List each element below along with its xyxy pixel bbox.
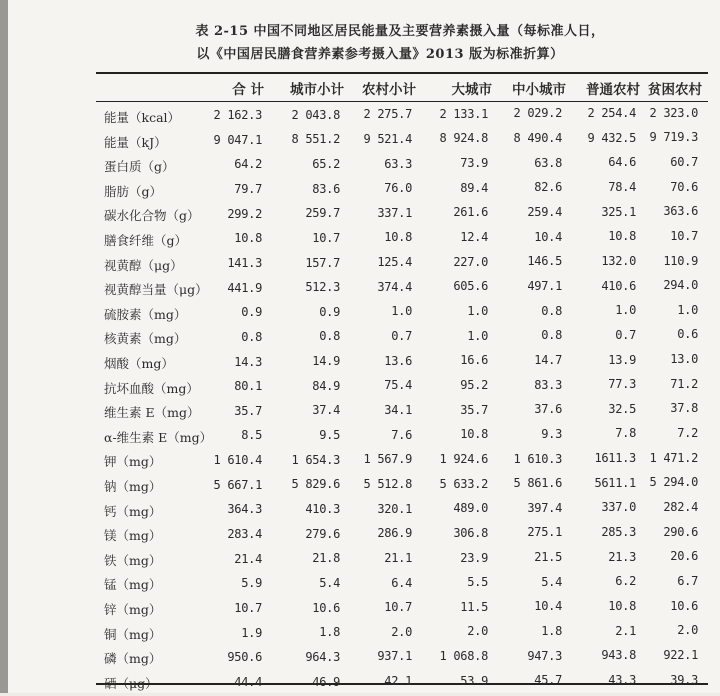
table-row: [0, 376, 720, 401]
table-cell: 65.2: [312, 156, 340, 171]
table-cell: 306.8: [453, 525, 488, 540]
table-cell: 6.2: [615, 574, 636, 589]
table-row: [0, 649, 720, 671]
table-cell: 947.3: [527, 648, 562, 663]
table-cell: 14.3: [234, 354, 262, 369]
row-label: 烟酸（mg）: [104, 356, 174, 371]
table-cell: 110.9: [663, 253, 698, 268]
row-label: 硫胺素（mg）: [104, 306, 187, 322]
table-cell: 80.1: [234, 379, 262, 394]
table-cell: 42.1: [384, 674, 412, 689]
table-row: [0, 228, 720, 253]
table-cell: 43.3: [608, 672, 636, 687]
table-cell: 45.7: [534, 673, 562, 688]
table-cell: 10.8: [608, 229, 636, 244]
table-cell: 964.3: [305, 649, 340, 664]
row-label: 磷（mg）: [104, 651, 162, 667]
table-cell: 2.0: [467, 624, 488, 639]
table-cell: 37.6: [534, 402, 562, 417]
table-cell: 21.5: [534, 550, 562, 565]
table-cell: 60.7: [670, 154, 698, 169]
row-label: 膳食纤维（g）: [104, 233, 188, 248]
table-cell: 5 667.1: [213, 477, 262, 492]
table-cell: 11.5: [460, 599, 488, 614]
table-cell: 16.6: [460, 353, 488, 368]
table-cell: 2 133.1: [439, 106, 488, 121]
table-cell: 441.9: [227, 280, 262, 295]
table-cell: 2 043.8: [291, 107, 340, 122]
table-cell: 1.0: [677, 302, 698, 317]
table-row: [0, 130, 720, 155]
row-label: 能量（kcal）: [104, 110, 181, 125]
row-label: 钾（mg）: [104, 454, 162, 470]
table-cell: 8 490.4: [513, 131, 562, 146]
table-cell: 0.8: [541, 303, 562, 318]
table-cell: 2 254.4: [587, 106, 636, 120]
table-cell: 950.6: [227, 650, 262, 665]
row-label: 钙（mg）: [104, 503, 162, 519]
table-cell: 2 162.3: [213, 108, 262, 122]
table-cell: 0.7: [391, 329, 412, 344]
table-cell: 82.6: [534, 180, 562, 195]
table-cell: 75.4: [384, 378, 412, 393]
table-row: [0, 502, 720, 524]
table-cell: 37.4: [312, 403, 340, 418]
table-cell: 943.8: [601, 648, 636, 663]
table-row: [0, 105, 720, 130]
table-cell: 7.6: [391, 427, 412, 442]
row-label: 镁（mg）: [104, 528, 162, 544]
table-cell: 605.6: [453, 279, 488, 294]
row-label: 脂肪（g）: [104, 183, 163, 199]
table-cell: 10.6: [670, 598, 698, 613]
table-cell: 1.0: [467, 304, 488, 318]
table-cell: 5 512.8: [363, 476, 412, 491]
table-cell: 283.4: [227, 527, 262, 542]
column-header: 中小城市: [512, 82, 566, 98]
table-cell: 397.4: [527, 500, 562, 515]
table-cell: 1.8: [541, 624, 562, 639]
table-cell: 6.7: [677, 573, 698, 588]
table-cell: 374.4: [377, 279, 412, 294]
table-cell: 0.8: [241, 329, 262, 344]
table-row: [0, 575, 720, 597]
table-row: [0, 179, 720, 204]
table-cell: 64.6: [608, 155, 636, 170]
table-cell: 46.9: [312, 674, 340, 689]
table-cell: 63.3: [384, 156, 412, 171]
table-cell: 83.3: [534, 377, 562, 392]
table-cell: 64.2: [234, 157, 262, 172]
table-cell: 44.4: [234, 674, 262, 689]
table-row: [0, 526, 720, 548]
table-cell: 23.9: [460, 550, 488, 565]
table-row: [0, 477, 720, 499]
table-cell: 71.2: [670, 376, 698, 391]
table-cell: 363.6: [663, 204, 698, 219]
table-row: [0, 428, 720, 450]
table-cell: 279.6: [305, 526, 340, 541]
row-label: 碳水化合物（g）: [104, 208, 200, 224]
table-cell: 285.3: [601, 525, 636, 540]
row-label: 维生素 E（mg）: [104, 405, 200, 421]
table-cell: 1 471.2: [649, 450, 698, 465]
table-cell: 2 275.7: [363, 107, 412, 122]
table-cell: 489.0: [453, 501, 488, 516]
table-cell: 364.3: [227, 502, 262, 517]
table-cell: 7.2: [677, 426, 698, 441]
table-cell: 1 924.6: [439, 451, 488, 466]
table-cell: 10.8: [608, 599, 636, 613]
table-cell: 922.1: [663, 647, 698, 662]
table-row: [0, 302, 720, 327]
table-cell: 937.1: [377, 649, 412, 664]
table-cell: 83.6: [312, 181, 340, 196]
table-cell: 1 068.8: [439, 649, 488, 664]
table-cell: 320.1: [377, 501, 412, 516]
table-cell: 21.1: [384, 550, 412, 565]
table-cell: 1 567.9: [363, 452, 412, 467]
table-cell: 63.8: [534, 155, 562, 170]
table-cell: 325.1: [601, 204, 636, 219]
table-cell: 10.4: [534, 599, 562, 614]
table-cell: 12.4: [460, 230, 488, 245]
table-cell: 0.6: [677, 327, 698, 342]
table-cell: 20.6: [670, 549, 698, 564]
table-cell: 79.7: [234, 181, 262, 196]
table-cell: 1.0: [615, 303, 636, 318]
table-cell: 337.0: [601, 500, 636, 515]
table-cell: 5 861.6: [513, 476, 562, 491]
table-cell: 2.1: [615, 623, 636, 638]
table-cell: 0.8: [319, 329, 340, 344]
table-cell: 10.4: [534, 229, 562, 244]
table-cell: 259.7: [305, 206, 340, 221]
table-title-line-1: 表 2-15 中国不同地区居民能量及主要营养素摄入量（每标准人日，: [195, 24, 605, 39]
row-label: 钠（mg）: [104, 479, 162, 494]
table-cell: 95.2: [460, 377, 488, 392]
table-cell: 282.4: [663, 500, 698, 514]
table-cell: 0.9: [319, 304, 340, 319]
table-cell: 32.5: [608, 401, 636, 416]
table-cell: 10.8: [460, 427, 488, 442]
table-cell: 1.0: [467, 328, 488, 343]
table-cell: 5 829.6: [291, 477, 340, 492]
table-cell: 9 432.5: [587, 130, 636, 145]
table-cell: 14.7: [534, 352, 562, 367]
row-label: 铜（mg）: [104, 626, 162, 642]
table-cell: 21.3: [608, 549, 636, 564]
row-label: 视黄醇当量（μg）: [104, 282, 208, 298]
table-cell: 286.9: [377, 526, 412, 541]
row-label: 锌（mg）: [104, 602, 162, 617]
table-cell: 9 047.1: [213, 132, 262, 147]
table-cell: 2.0: [391, 624, 412, 639]
table-cell: 1.9: [241, 625, 262, 640]
table-cell: 13.0: [670, 352, 698, 367]
table-cell: 14.9: [312, 354, 340, 369]
table-top-rule: [96, 72, 708, 74]
table-cell: 497.1: [527, 278, 562, 293]
table-cell: 13.6: [384, 353, 412, 368]
table-cell: 21.4: [234, 551, 262, 566]
table-cell: 53.9: [460, 673, 488, 688]
table-row: [0, 600, 720, 622]
table-row: [0, 154, 720, 179]
table-cell: 6.4: [391, 575, 412, 590]
table-cell: 227.0: [453, 254, 488, 269]
table-cell: 0.7: [615, 327, 636, 342]
table-cell: 0.9: [241, 305, 262, 320]
table-cell: 157.7: [305, 255, 340, 270]
table-cell: 73.9: [460, 156, 488, 171]
column-header: 普通农村: [586, 82, 640, 98]
table-cell: 5611.1: [594, 475, 636, 490]
table-cell: 294.0: [663, 278, 698, 293]
table-row: [0, 354, 720, 376]
table-cell: 261.6: [453, 205, 488, 220]
table-row: [0, 206, 720, 228]
table-cell: 10.7: [312, 230, 340, 245]
table-cell: 5.5: [467, 575, 488, 590]
row-label: 铁（mg）: [104, 552, 162, 568]
table-cell: 8 551.2: [291, 132, 340, 147]
column-header: 农村小计: [362, 82, 416, 98]
table-cell: 10.8: [234, 231, 262, 246]
table-cell: 77.3: [608, 377, 636, 392]
table-row: [0, 253, 720, 278]
table-row: [0, 674, 720, 696]
table-cell: 5.4: [319, 575, 340, 590]
column-header: 贫困农村: [648, 82, 702, 98]
table-cell: 76.0: [384, 181, 412, 196]
table-cell: 1.0: [391, 304, 412, 319]
table-cell: 70.6: [670, 179, 698, 194]
table-cell: 10.7: [384, 600, 412, 615]
table-cell: 410.6: [601, 278, 636, 293]
table-cell: 10.8: [384, 230, 412, 245]
row-label: 能量（kJ）: [104, 134, 167, 150]
table-cell: 512.3: [305, 280, 340, 295]
row-label: 核黄素（mg）: [104, 331, 187, 347]
table-row: [0, 625, 720, 647]
table-cell: 10.7: [234, 601, 262, 615]
table-row: [0, 280, 720, 302]
column-header: 大城市: [451, 82, 492, 98]
table-cell: 10.7: [670, 228, 698, 243]
table-cell: 1 610.3: [513, 451, 562, 466]
table-cell: 1 610.4: [213, 453, 262, 468]
row-label: 硒（μg）: [104, 675, 158, 691]
column-header: 城市小计: [290, 82, 344, 98]
table-cell: 7.8: [615, 426, 636, 441]
table-title-line-2: 以《中国居民膳食营养素参考摄入量》2013 版为标准折算）: [196, 47, 564, 62]
table-cell: 5.4: [541, 574, 562, 589]
table-cell: 141.3: [227, 255, 262, 270]
table-cell: 2.0: [677, 623, 698, 638]
table-cell: 5.9: [241, 576, 262, 591]
table-cell: 2 323.0: [649, 105, 698, 120]
table-row: [0, 551, 720, 573]
table-cell: 2 029.2: [513, 106, 562, 121]
table-cell: 37.8: [670, 401, 698, 416]
table-cell: 290.6: [663, 524, 698, 539]
table-cell: 39.3: [670, 672, 698, 687]
table-row: [0, 403, 720, 425]
row-label: α-维生素 E（mg）: [104, 429, 213, 445]
table-cell: 0.8: [541, 328, 562, 343]
table-cell: 10.6: [312, 600, 340, 615]
table-cell: 259.4: [527, 205, 562, 219]
table-cell: 9.5: [319, 428, 340, 443]
table-cell: 8 924.8: [439, 131, 488, 146]
table-cell: 89.4: [460, 180, 488, 195]
table-cell: 13.9: [608, 352, 636, 367]
table-cell: 35.7: [234, 403, 262, 418]
table-cell: 1611.3: [594, 451, 636, 466]
column-header: 合 计: [232, 82, 264, 98]
row-label: 视黄醇（μg）: [104, 257, 183, 273]
row-label: 抗坏血酸（mg）: [104, 380, 199, 396]
table-cell: 5 633.2: [439, 476, 488, 491]
row-label: 蛋白质（g）: [104, 159, 175, 175]
table-row: [0, 329, 720, 351]
table-cell: 1 654.3: [291, 452, 340, 467]
table-cell: 34.1: [384, 403, 412, 417]
table-cell: 9 719.3: [649, 130, 698, 145]
table-cell: 275.1: [527, 525, 562, 540]
table-cell: 125.4: [377, 255, 412, 270]
table-cell: 9 521.4: [363, 131, 412, 146]
table-cell: 9.3: [541, 426, 562, 441]
row-label: 锰（mg）: [104, 577, 162, 593]
table-cell: 1.8: [319, 625, 340, 640]
table-cell: 8.5: [241, 428, 262, 443]
table-row: [0, 452, 720, 474]
table-cell: 5 294.0: [649, 475, 698, 490]
table-cell: 146.5: [527, 254, 562, 269]
table-cell: 35.7: [460, 402, 488, 417]
table-cell: 21.8: [312, 551, 340, 566]
table-cell: 132.0: [601, 253, 636, 268]
table-cell: 299.2: [227, 206, 262, 221]
table-cell: 84.9: [312, 378, 340, 393]
table-cell: 410.3: [305, 501, 340, 516]
table-cell: 78.4: [608, 179, 636, 194]
table-cell: 337.1: [377, 205, 412, 220]
table-header-rule: [96, 101, 708, 102]
